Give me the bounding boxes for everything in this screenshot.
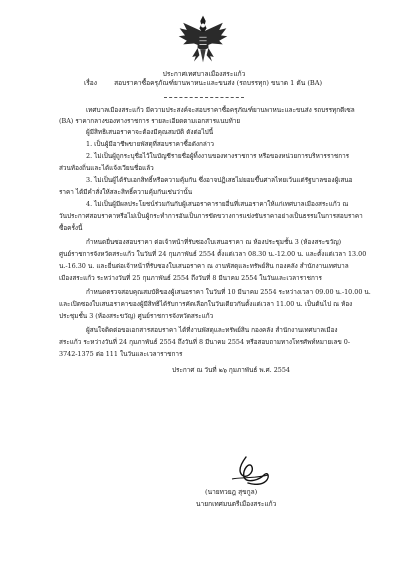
body-line: สระแก้ว ระหว่างวันที่ 24 กุมภาพันธ์ 2554 ถึงวันที่ 8 มีนาคม 2554 หรือสอบถามทางโทรศัพท์หมายเลข 0- <box>59 338 350 346</box>
subject-text: สอบราคาซื้อครุภัณฑ์ยานพาหนะและขนส่ง (รถบรรทุก) ขนาด 1 ตัน (BA) <box>114 79 323 87</box>
body-line: ผู้สนใจติดต่อขอเอกสารสอบราคา ได้ที่งานพัสดุและทรัพย์สิน กองคลัง สำนักงานเทศบาลเมือง <box>86 326 338 334</box>
announcement-title: ประกาศเทศบาลเมืองสระแก้ว <box>162 70 246 78</box>
body-line: ศูนย์ราชการจังหวัดสระแก้ว ในวันที่ 24 กุมภาพันธ์ 2554 ตั้งแต่เวลา 08.30 น.-12.00 น. และตั้งแต่เวลา 13.00 <box>59 250 367 258</box>
body-line: เมืองสระแก้ว ระหว่างวันที่ 25 กุมภาพันธ์ 2554 ถึงวันที่ 8 มีนาคม 2554 ในวันและเวลาราชการ <box>59 274 322 282</box>
body-line: กำหนดตรวจสอบคุณสมบัติของผู้เสนอราคา ในวันที่ 10 มีนาคม 2554 ระหว่างเวลา 09.00 น.-10.00 น. <box>86 288 371 296</box>
body-line: ส่วนท้องถิ่นและได้แจ้งเวียนชื่อแล้ว <box>59 164 154 172</box>
body-line: 3742-1375 ต่อ 111 ในวันและเวลาราชการ <box>59 350 183 358</box>
body-line: ซื้อครั้งนี้ <box>59 224 83 232</box>
signatory-name: (นายทวยฎ สุขกูล) <box>205 488 258 496</box>
body-line: วันประกาศสอบราคาหรือไม่เป็นผู้กระทำการอันเป็นการขัดขวางการแข่งขันราคาอย่างเป็นธรรมในการสอบราคา <box>59 212 363 220</box>
body-line: และเปิดซองใบเสนอราคาของผู้มีสิทธิได้รับการคัดเลือกในวันเดียวกันตั้งแต่เวลา 11.00 น. เป็นต้นไป ณ ห้อง <box>59 300 353 308</box>
body-line: 2. ไม่เป็นผู้ถูกระบุชื่อไว้ในบัญชีรายชื่อผู้ทิ้งงานของทางราชการ หรือของหน่วยการบริหารราชการ <box>86 152 350 160</box>
subject-label: เรื่อง <box>84 79 97 87</box>
subject-line <box>84 79 322 88</box>
body-line: ประชุมชั้น 3 (ห้องสระขวัญ) ศูนย์ราชการจังหวัดสระแก้ว <box>59 312 214 320</box>
body-line: 1. เป็นผู้มีอาชีพขายพัสดุที่สอบราคาซื้อดังกล่าว <box>86 140 214 148</box>
divider <box>164 97 244 98</box>
body-line: เทศบาลเมืองสระแก้ว มีความประสงค์จะสอบราคาซื้อครุภัณฑ์ยานพาหนะและขนส่ง รถบรรทุกดีเซล <box>86 106 355 114</box>
body-line: น.-16.30 น. และยื่นต่อเจ้าหน้าที่รับซองใบเสนอราคา ณ งานพัสดุและทรัพย์สิน กองคลัง สำนักงานเทศบาล <box>59 262 349 270</box>
garuda-emblem-icon <box>176 12 230 66</box>
body-line: 4. ไม่เป็นผู้มีผลประโยชน์ร่วมกันกับผู้เสนอราคารายอื่นที่เสนอราคาให้แก่เทศบาลเมืองสระแก้ว ณ <box>86 200 349 208</box>
body-line: กำหนดยื่นซองสอบราคา ต่อเจ้าหน้าที่รับซองใบเสนอราคา ณ ห้องประชุมชั้น 3 (ห้องสระขวัญ) <box>86 238 342 246</box>
body-line: (BA) ราคากลางของทางราชการ รายละเอียดตามเอกสารแนบท้าย <box>59 117 241 125</box>
body-line: ผู้มีสิทธิเสนอราคาจะต้องมีคุณสมบัติ ดังต่อไปนี้ <box>86 128 214 136</box>
date-line: ประกาศ ณ วันที่ ๒๖ กุมภาพันธ์ พ.ศ. 2554 <box>172 366 290 374</box>
signatory-position: นายกเทศมนตรีเมืองสระแก้ว <box>196 500 277 508</box>
signature-icon <box>224 455 272 487</box>
body-line: ราคา ได้มีคำสั่งให้สละสิทธิ์ความคุ้มกันเช่นว่านั้น <box>59 188 193 196</box>
body-line: 3. ไม่เป็นผู้ได้รับเอกสิทธิ์หรือความคุ้มกัน ซึ่งอาจปฏิเสธไม่ยอมขึ้นศาลไทยเว้นแต่รัฐบาลของผู้เสนอ <box>86 176 353 184</box>
